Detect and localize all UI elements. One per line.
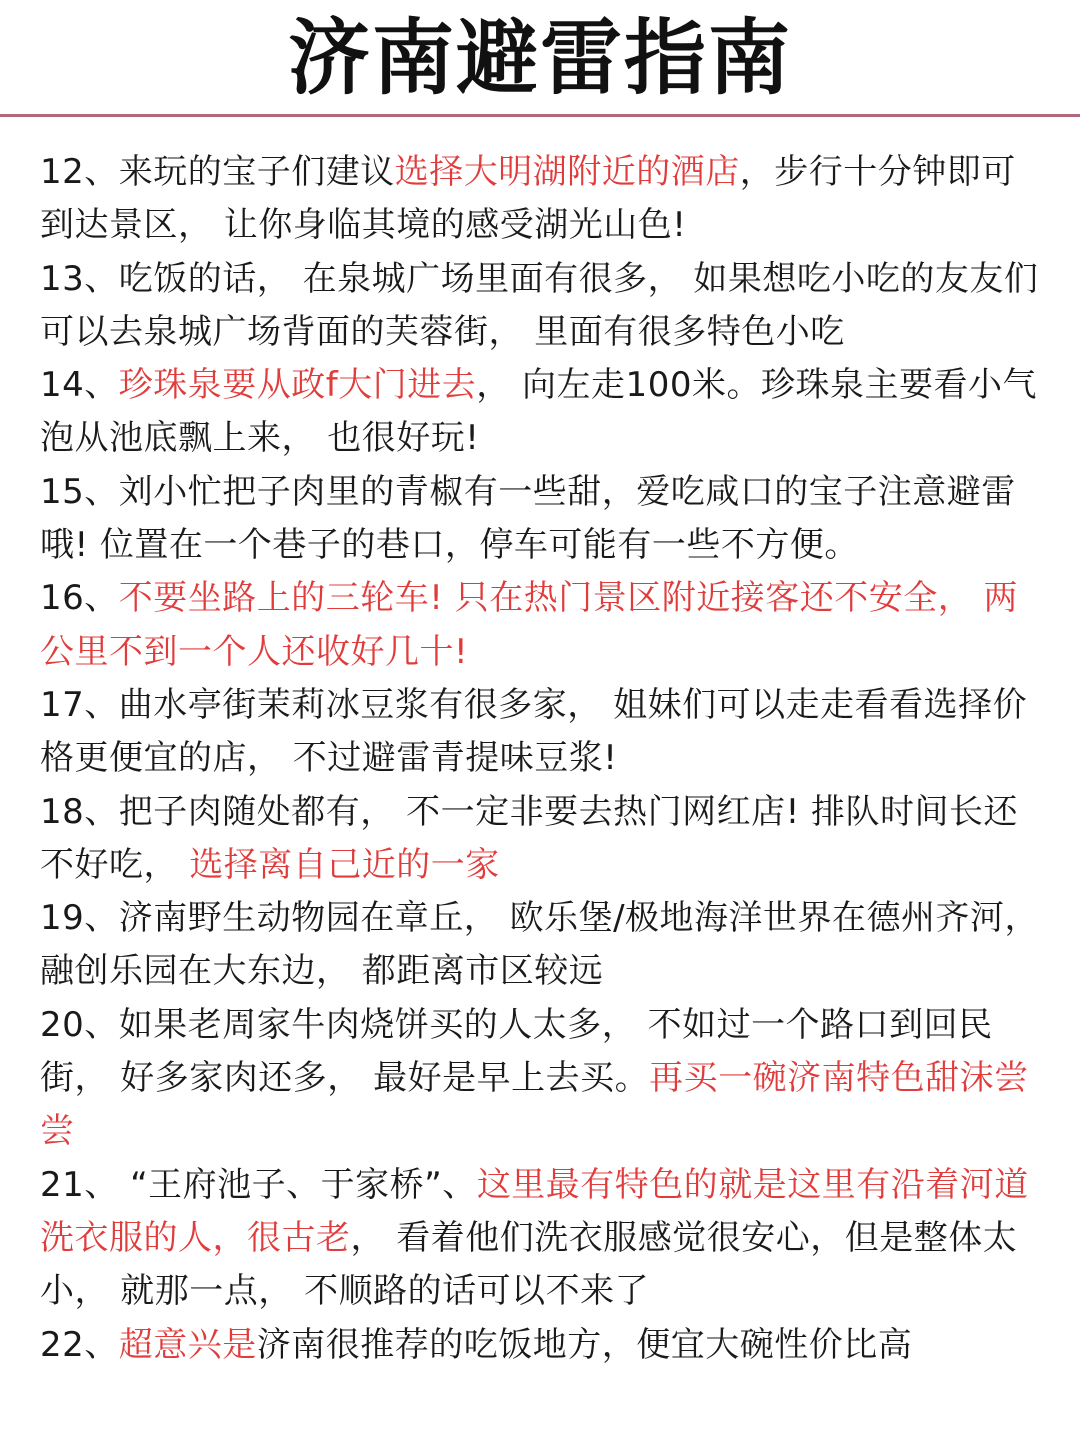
tip-text: 17、曲水亭街茉莉冰豆浆有很多家， 姐妹们可以走走看看选择价格更便宜的店， 不过避雷青提味豆浆! — [40, 684, 1028, 779]
tip-text: ， 看着他们洗衣服感觉很安心，但是整体太小， 就那一点， 不顺路的话可以不来了 — [40, 1217, 1018, 1312]
tips-list — [40, 146, 1050, 1372]
tip-item — [40, 253, 1050, 360]
tip-text: 21、 “王府池子、于家桥”、 — [40, 1164, 477, 1205]
tip-item — [40, 892, 1050, 999]
tip-item — [40, 999, 1050, 1159]
tip-highlight-text: 选择大明湖附近的酒店 — [394, 152, 740, 192]
tip-highlight-text: 选择离自己近的一家 — [189, 844, 500, 885]
tip-highlight-text: 这里最有特色的就是这里有沿着河道洗衣服的人，很古老 — [40, 1164, 1029, 1258]
tip-highlight-text: 再买一碗济南特色甜沫尝尝 — [40, 1058, 1029, 1152]
tip-text: ， 向左走100米。珍珠泉主要看小气泡从池底飘上来， 也很好玩! — [40, 365, 1037, 459]
tip-highlight-text: 珍珠泉要从政f大门进去 — [118, 365, 477, 406]
tip-text: 13、吃饭的话， 在泉城广场里面有很多， 如果想吃小吃的友友们可以去泉城广场背面的芙蓉街， 里面有很多特色小吃 — [40, 258, 1039, 352]
tip-text: 22、 — [40, 1324, 119, 1365]
tip-item — [40, 1319, 1050, 1372]
tip-text: 14、 — [40, 365, 119, 406]
tip-text: ，步行十分钟即可到达景区， 让你身临其境的感受湖光山色! — [40, 152, 1016, 246]
tip-item — [40, 786, 1050, 893]
tip-item — [40, 1159, 1050, 1319]
title-divider — [0, 114, 1080, 117]
tip-text: 16、 — [40, 578, 119, 619]
tip-text: 19、济南野生动物园在章丘， 欧乐堡/极地海洋世界在德州齐河，融创乐园在大东边， 都距离市区较远 — [40, 898, 1040, 992]
tip-item — [40, 679, 1050, 786]
tip-item — [40, 572, 1050, 679]
tip-text: 15、刘小忙把子肉里的青椒有一些甜，爱吃咸口的宝子注意避雷哦! 位置在一个巷子的巷口，停车可能有一些不方便。 — [40, 471, 1016, 566]
tip-highlight-text: 超意兴是 — [118, 1324, 257, 1365]
tip-text: 济南很推荐的吃饭地方，便宜大碗性价比高 — [256, 1324, 913, 1365]
page-title: 济南避雷指南 — [287, 11, 792, 106]
tip-text: 18、把子肉随处都有， 不一定非要去热门网红店! 排队时间长还不好吃， — [40, 791, 1019, 885]
tip-item — [40, 359, 1050, 466]
tip-text: 12、来玩的宝子们建议 — [40, 152, 395, 192]
tip-text: 20、如果老周家牛肉烧饼买的人太多， 不如过一个路口到回民街， 好多家肉还多， 最好是早上去买。 — [40, 1004, 993, 1099]
tip-item — [40, 466, 1050, 573]
tip-highlight-text: 不要坐路上的三轮车! 只在热门景区附近接客还不安全， 两公里不到一个人还收好几十! — [40, 578, 1019, 672]
header — [0, 0, 1080, 116]
tip-item — [40, 146, 1050, 253]
